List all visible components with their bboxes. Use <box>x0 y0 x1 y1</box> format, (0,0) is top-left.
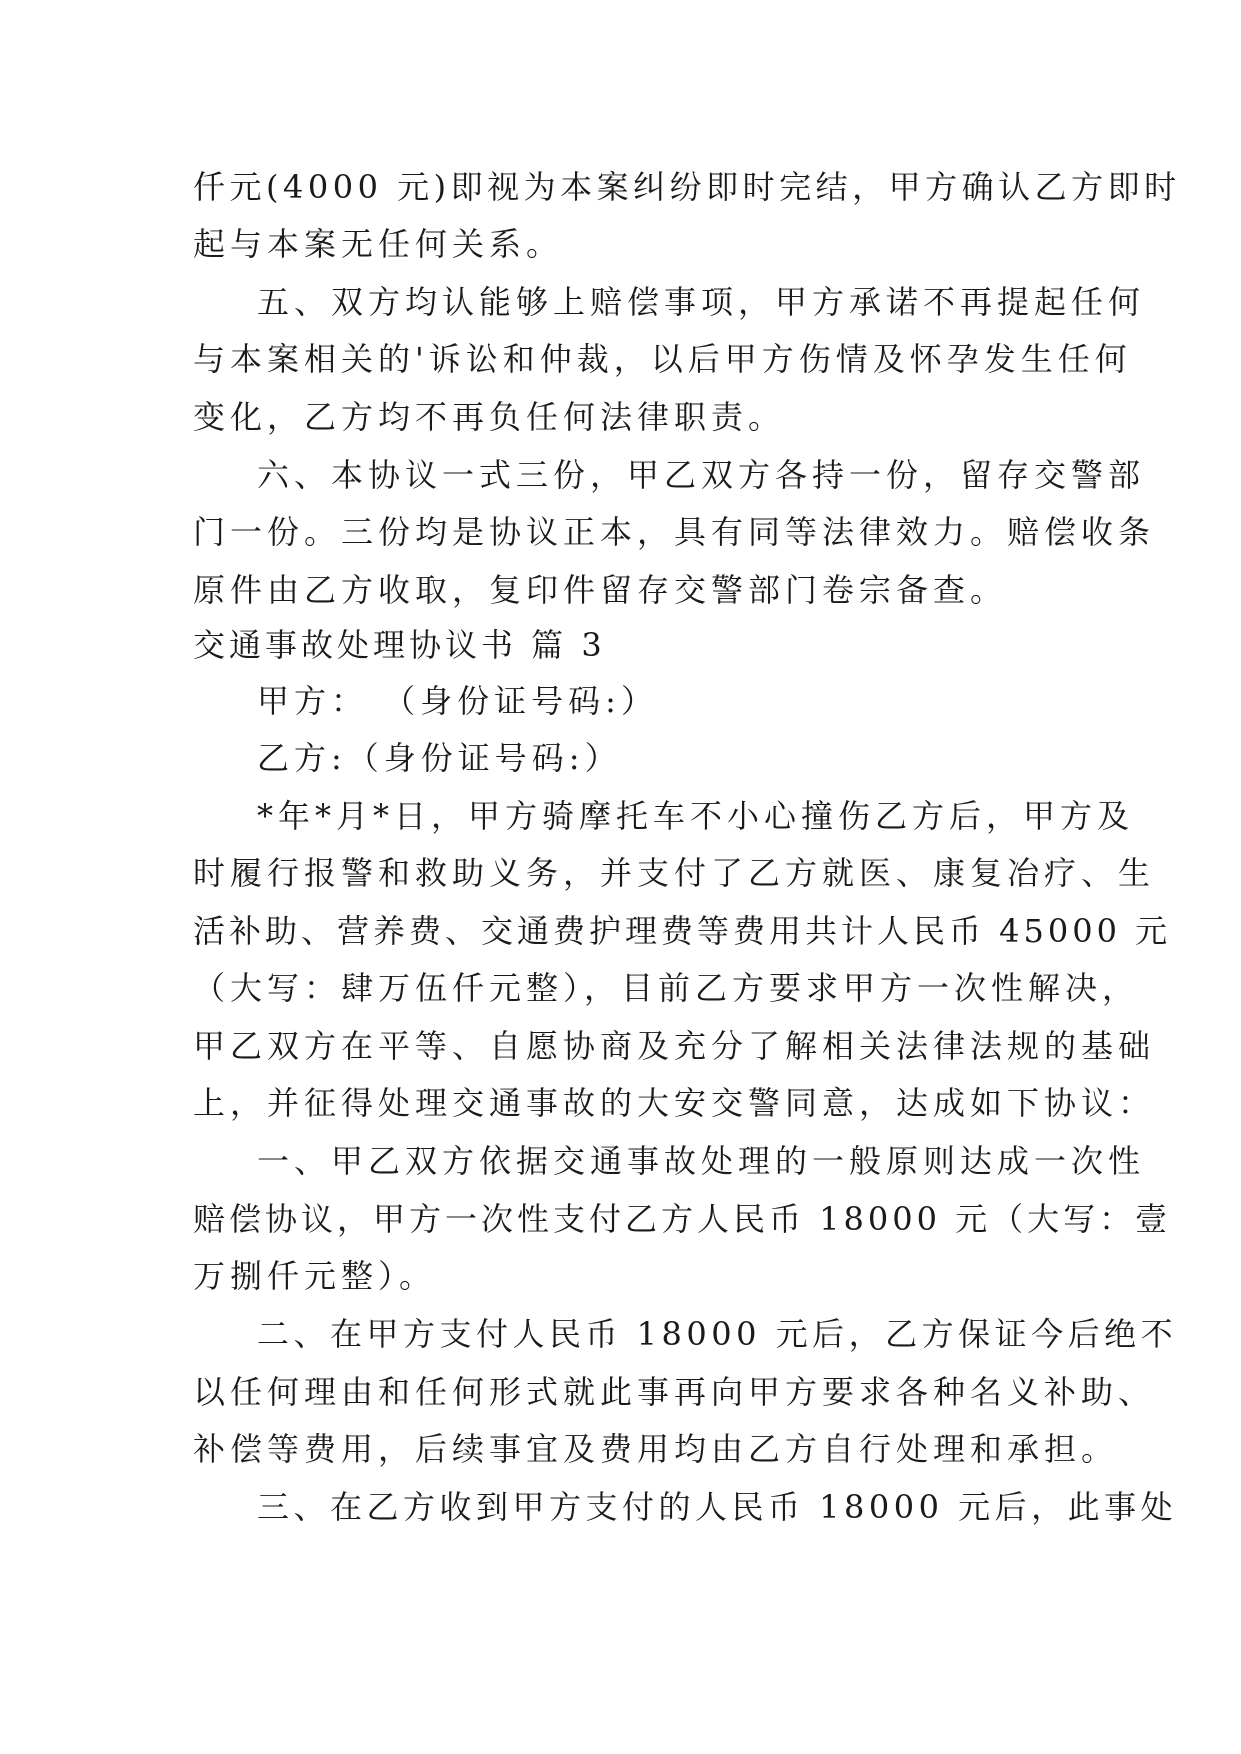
text-line: 原件由乙方收取，复印件留存交警部门卷宗备查。 <box>193 571 1008 609</box>
text-line: 以任何理由和任何形式就此事再向甲方要求各种名义补助、 <box>193 1373 1156 1411</box>
text-line: 五、双方均认能够上赔偿事项，甲方承诺不再提起任何 <box>257 283 1146 321</box>
section-heading: 交通事故处理协议书 篇 3 <box>193 626 606 664</box>
text-line: 门一份。三份均是协议正本，具有同等法律效力。赔偿收条 <box>193 513 1156 551</box>
text-line: 起与本案无任何关系。 <box>193 225 564 263</box>
text-line: 活补助、营养费、交通费护理费等费用共计人民币 45000 元 <box>193 912 1172 950</box>
text-line: 甲乙双方在平等、自愿协商及充分了解相关法律法规的基础 <box>193 1027 1156 1065</box>
text-line: 补偿等费用，后续事宜及费用均由乙方自行处理和承担。 <box>193 1430 1119 1468</box>
text-line: 上，并征得处理交通事故的大安交警同意，达成如下协议： <box>193 1084 1156 1122</box>
text-line: 二、在甲方支付人民币 18000 元后，乙方保证今后绝不 <box>257 1315 1178 1353</box>
text-line: 乙方:（身份证号码:） <box>257 739 622 777</box>
text-line: 仟元(4000 元)即视为本案纠纷即时完结，甲方确认乙方即时 <box>193 168 1181 206</box>
text-line: 三、在乙方收到甲方支付的人民币 18000 元后，此事处 <box>257 1488 1178 1526</box>
text-line: 赔偿协议，甲方一次性支付乙方人民币 18000 元（大写：壹 <box>193 1200 1172 1238</box>
text-line: 时履行报警和救助义务，并支付了乙方就医、康复冶疗、生 <box>193 854 1156 892</box>
text-line: 变化，乙方均不再负任何法律职责。 <box>193 398 786 436</box>
text-line: 与本案相关的'诉讼和仲裁，以后甲方伤情及怀孕发生任何 <box>193 340 1132 378</box>
text-line: 万捌仟元整）。 <box>193 1257 437 1295</box>
text-line: 甲方： （身份证号码:） <box>257 682 658 720</box>
text-line: （大写：肆万伍仟元整），目前乙方要求甲方一次性解决， <box>193 969 1140 1007</box>
text-line: 一、甲乙双方依据交通事故处理的一般原则达成一次性 <box>257 1142 1146 1180</box>
text-line: *年*月*日，甲方骑摩托车不小心撞伤乙方后，甲方及 <box>257 797 1135 835</box>
text-line: 六、本协议一式三份，甲乙双方各持一份，留存交警部 <box>257 456 1146 494</box>
